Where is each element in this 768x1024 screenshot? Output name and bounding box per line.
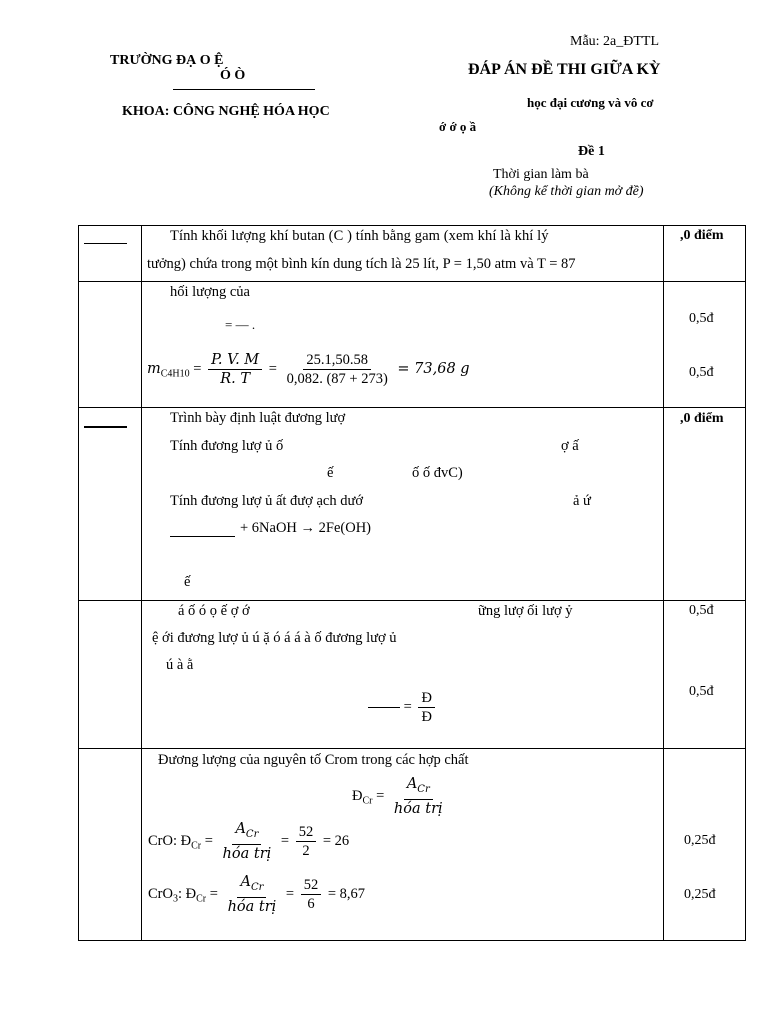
form-code: Mẫu: 2a_ĐTTL bbox=[570, 34, 660, 49]
answer-1-formula-stub: = — . bbox=[225, 317, 256, 332]
answer-3-cro: CrO: $Đ_{Cr}$ = $\frac{A_{Cr}}{\text{hóa trị}}$ = $\frac{52}{2}$ = 26 bbox=[148, 821, 350, 862]
exam-title: ĐÁP ÁN ĐỀ THI GIỮA KỲ bbox=[468, 61, 661, 78]
question-1-score: ,0 điểm bbox=[680, 228, 724, 243]
answer-1-formula: $m_{C4H10}$ = $\frac{P. V. M}{R. T}$ = $\frac{25.1,50.58}{0,082. (87 + 273)}$ = 73,68 g bbox=[147, 352, 470, 387]
question-1-label-line bbox=[84, 243, 127, 244]
question-2-line4a: Tính đương lượ ủ ất đượ ạch dướ bbox=[170, 493, 363, 509]
answer-2-formula: = $\frac{Đ}{Đ}$ bbox=[368, 690, 438, 725]
answer-3-general-formula: $Đ_{Cr}$ = $\frac{A_{Cr}}{\text{hóa trị}}$ bbox=[352, 776, 443, 817]
answer-2-line3: ú à ằ bbox=[166, 657, 194, 673]
question-2-line3b: ố ố đvC) bbox=[412, 465, 463, 481]
answer-3-cro3: CrO$_3$: $Đ_{Cr}$ = $\frac{A_{Cr}}{\text{hóa trị}}$ = $\frac{52}{6}$ = 8,67 bbox=[148, 874, 366, 915]
school-name: TRƯỜNG ĐẠ O Ệ bbox=[110, 53, 224, 68]
question-2-label-line bbox=[84, 426, 127, 428]
question-2-line4b: ả ứ bbox=[573, 493, 591, 509]
school-name-line2: Ó Ò bbox=[220, 68, 246, 83]
duration: Thời gian làm bà bbox=[493, 167, 589, 182]
question-2-line5: ế bbox=[184, 574, 191, 590]
question-2-line1: Trình bày định luật đương lượ bbox=[170, 410, 346, 426]
answer-2-score-2: 0,5đ bbox=[689, 684, 714, 699]
answer-2-line1a: á ố ó ọ ế ợ ớ bbox=[178, 603, 250, 619]
answer-2-line2: ệ ới đương lượ ủ ú ặ ó á á à ố đương lượ ủ bbox=[152, 630, 397, 646]
equation-blank bbox=[170, 536, 235, 537]
question-1-line1: Tính khối lượng khí butan (C ) tính bằng gam (xem khí là khí lý bbox=[170, 228, 549, 244]
exam-number: Đề 1 bbox=[578, 144, 605, 159]
answer-2-line1b: ững lượ ối lượ ỷ bbox=[478, 603, 573, 619]
question-2-equation: + 6NaOH → 2Fe(OH) bbox=[240, 520, 372, 536]
school-underline bbox=[173, 89, 315, 90]
answer-2-score-1: 0,5đ bbox=[689, 603, 714, 618]
question-1-line2: tưởng) chứa trong một bình kín dung tích là 25 lít, P = 1,50 atm và T = 87 bbox=[147, 256, 576, 272]
question-2-score: ,0 điểm bbox=[680, 411, 724, 426]
answer-1-score-1: 0,5đ bbox=[689, 311, 714, 326]
answer-1-text: hối lượng của bbox=[170, 284, 250, 300]
subject-line2: ớ ớ ọ ầ bbox=[439, 119, 477, 134]
answer-3-score-1: 0,25đ bbox=[684, 833, 716, 848]
answer-3-score-2: 0,25đ bbox=[684, 887, 716, 902]
answer-1-score-2: 0,5đ bbox=[689, 365, 714, 380]
answer-3-intro: Đương lượng của nguyên tố Crom trong các hợp chất bbox=[158, 752, 469, 768]
duration-note: (Không kể thời gian mở đề) bbox=[489, 184, 644, 199]
subject: học đại cương và vô cơ bbox=[527, 95, 654, 110]
question-2-line3a: ế bbox=[327, 465, 334, 481]
question-2-line2a: Tính đương lượ ủ ố bbox=[170, 438, 284, 454]
faculty-name: KHOA: CÔNG NGHỆ HÓA HỌC bbox=[122, 104, 330, 119]
question-2-line2b: ợ ấ bbox=[561, 438, 579, 454]
